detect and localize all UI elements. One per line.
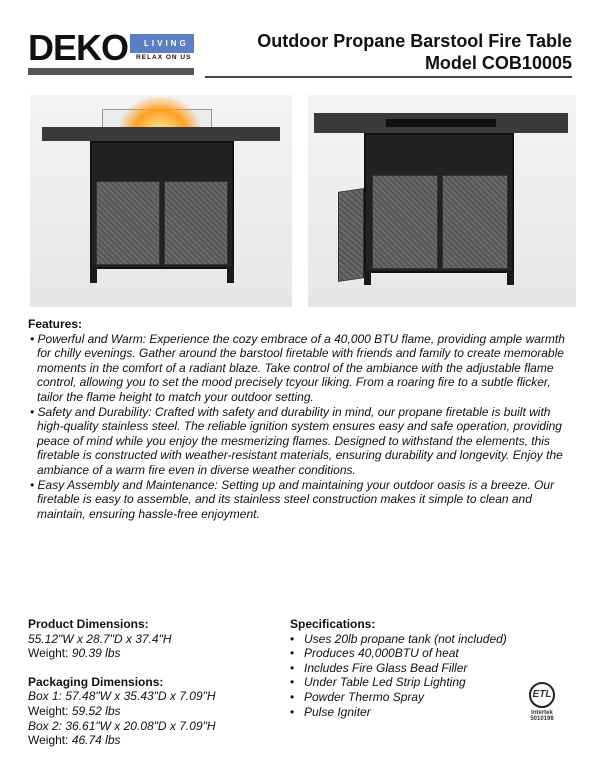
feature-text: Easy Assembly and Maintenance: Setting up and maintaining your outdoor oasis is a breeze. Our firetable is easy to assemble, and its stainless steel construction makes it simple to clean and maintain, ensuring hassle-free enjoyment.	[37, 477, 555, 521]
spec-item: • Under Table Led Strip Lighting	[290, 675, 530, 690]
product-size: 55.12"W x 28.7"D x 37.4"H	[28, 631, 172, 646]
header-divider	[205, 76, 572, 78]
spec-item: • Uses 20lb propane tank (not included)	[290, 632, 530, 647]
features-heading: Features:	[28, 317, 83, 331]
logo-bar	[28, 68, 194, 75]
specifications-section	[290, 617, 530, 719]
spec-item: • Powder Thermo Spray	[290, 690, 530, 705]
cert-org: Intertek	[531, 710, 553, 716]
spec-item: • Includes Fire Glass Bead Filler	[290, 661, 530, 676]
spec-item: • Pulse Igniter	[290, 705, 530, 720]
box2-size: Box 2: 36.61"W x 20.08"D x 7.09"H	[28, 718, 216, 733]
feature-item: • Easy Assembly and Maintenance: Setting up and maintaining your outdoor oasis is a breeze. Our firetable is easy to assemble, and its stainless steel construction makes it simple to clean and maintain, ensuring hassle-free enjoyment.	[30, 477, 555, 521]
product-photo-open	[308, 95, 576, 307]
product-weight: 90.39 lbs	[71, 646, 121, 661]
weight-label: Weight:	[28, 703, 72, 718]
weight-label: Weight:	[28, 646, 72, 661]
spec-item: • Produces 40,000BTU of heat	[290, 646, 530, 661]
deko-living-logo	[28, 27, 194, 76]
box2-weight: 46.74 lbs	[71, 733, 121, 748]
feature-item: • Safety and Durability: Crafted with safety and durability in mind, our propane firetable is built with high-quality stainless steel. The reliable ignition system ensures easy and safe operation, providing peace of mind while you enjoy the mesmerizing flames. Designed to withstand the elements, this firetable is constructed with weather-resistant materials, ensuring durability and longevity. Enjoy the ambiance of a warm fire even in diverse weather conditions.	[30, 404, 563, 477]
box1-weight: 59.52 lbs	[71, 703, 121, 718]
logo-tagline: RELAX ON US	[136, 54, 192, 61]
specifications-heading: Specifications:	[290, 617, 376, 631]
feature-text: Safety and Durability: Crafted with safety and durability in mind, our propane firetable is built with high-quality stainless steel. The reliable ignition system ensures easy and safe operation, providing peace of mind while you enjoy the mesmerizing flames. Designed to withstand the elements, this firetable is constructed with weather-resistant materials, ensuring durability and longevity. Enjoy the ambiance of a warm fire even in diverse weather conditions.	[37, 404, 563, 477]
logo-brand: DEKO	[28, 27, 129, 68]
etl-certification-mark	[524, 682, 560, 722]
dimensions-section	[28, 617, 268, 748]
model-number: Model COB10005	[424, 53, 572, 73]
box1-size: Box 1: 57.48"W x 35.43"D x 7.09"H	[28, 689, 216, 704]
product-dimensions-heading: Product Dimensions:	[28, 617, 149, 631]
logo-sub: LIVING	[130, 34, 194, 53]
feature-text: Powerful and Warm: Experience the cozy embrace of a 40,000 BTU flame, providing ample warmth for chilly evenings. Gather around the barstool firetable with friends and family to create memorable moments in the comfort of a radiant blaze. Take control of the ambiance with the adjustable flame control, allowing you to set the mood precisely tcyour liking. From a roaring fire to a subtle flicker, tailor the flame height to match your outdoor setting.	[37, 331, 565, 404]
page-title	[257, 30, 572, 74]
cert-number: 5010198	[530, 716, 554, 722]
etl-icon: ETL	[529, 682, 555, 708]
feature-item: • Powerful and Warm: Experience the cozy embrace of a 40,000 BTU flame, providing ample warmth for chilly evenings. Gather around the barstool firetable with friends and family to create memorable moments in the comfort of a radiant blaze. Take control of the ambiance with the adjustable flame control, allowing you to set the mood precisely tcyour liking. From a roaring fire to a subtle flicker, tailor the flame height to match your outdoor setting.	[30, 331, 565, 404]
features-section	[28, 317, 576, 521]
weight-label: Weight:	[28, 733, 72, 748]
packaging-heading: Packaging Dimensions:	[28, 674, 164, 689]
product-photo-lit	[30, 95, 292, 307]
product-title: Outdoor Propane Barstool Fire Table	[257, 31, 572, 51]
